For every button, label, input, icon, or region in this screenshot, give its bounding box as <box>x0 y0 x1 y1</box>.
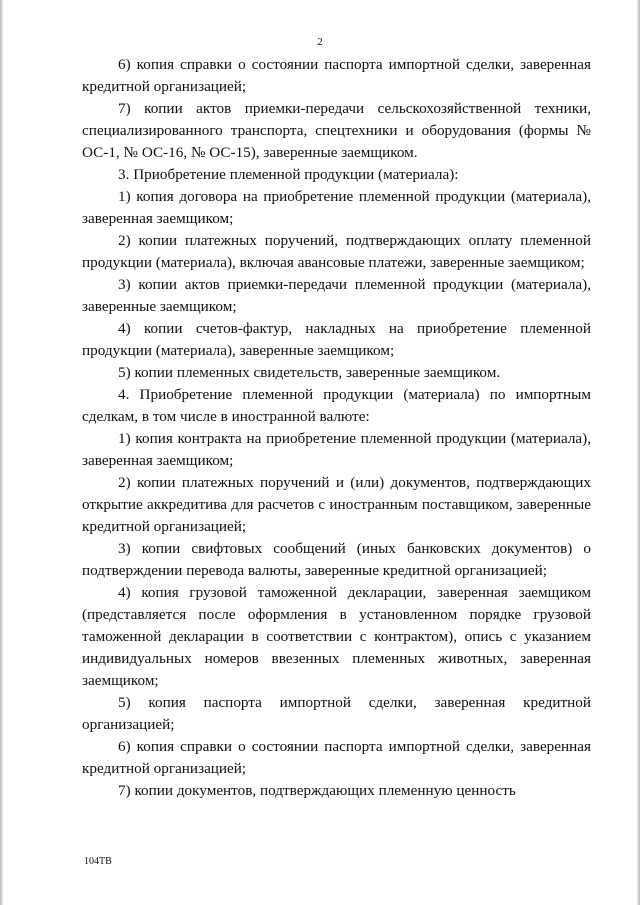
paragraph: 5) копии племенных свидетельств, заверенные заемщиком. <box>118 364 501 381</box>
paragraph: 2) копии платежных поручений и (или) документов, подтверждающих открытие аккредитива для расчетов с иностранным поставщиком, заверенные кредитной организацией; <box>82 474 591 535</box>
paragraph: 4) копии счетов-фактур, накладных на приобретение племенной продукции (материала), заверенные заемщиком; <box>82 320 591 359</box>
document-body <box>82 54 591 802</box>
paragraph: 6) копия справки о состоянии паспорта импортной сделки, заверенная кредитной организацией; <box>82 738 591 777</box>
paragraph: 5) копия паспорта импортной сделки, заверенная кредитной организацией; <box>82 694 591 733</box>
document-code: 104ТВ <box>84 856 112 867</box>
paragraph: 7) копии документов, подтверждающих племенную ценность <box>118 782 516 799</box>
paragraph: 2) копии платежных поручений, подтверждающих оплату племенной продукции (материала), включая авансовые платежи, заверенные заемщиком; <box>82 232 591 271</box>
paragraph: 6) копия справки о состоянии паспорта импортной сделки, заверенная кредитной организацией; <box>82 56 591 95</box>
page-number: 2 <box>317 36 323 48</box>
paragraph: 1) копия контракта на приобретение племенной продукции (материала), заверенная заемщиком; <box>82 430 591 469</box>
section-heading: 3. Приобретение племенной продукции (материала): <box>118 166 459 183</box>
paragraph: 3) копии актов приемки-передачи племенной продукции (материала), заверенные заемщиком; <box>82 276 591 315</box>
page-left-edge <box>0 0 3 905</box>
paragraph: 7) копии актов приемки-передачи сельскохозяйственной техники, специализированного транспорта, спецтехники и оборудования (формы № ОС-1, № ОС-16, № ОС-15), заверенные заемщиком. <box>82 100 591 161</box>
paragraph: 3) копии свифтовых сообщений (иных банковских документов) о подтверждении перевода валюты, заверенные кредитной организацией; <box>82 540 591 579</box>
paragraph: 4) копия грузовой таможенной декларации, заверенная заемщиком (представляется после оформления в установленном порядке грузовой таможенной декларации в соответствии с контрактом), опись с указанием индивидуальных номеров ввезенных племенных животных, заверенная заемщиком; <box>82 584 591 689</box>
paragraph: 1) копия договора на приобретение племенной продукции (материала), заверенная заемщиком; <box>82 188 591 227</box>
section-heading: 4. Приобретение племенной продукции (материала) по импортным сделкам, в том числе в иностранной валюте: <box>82 386 591 425</box>
